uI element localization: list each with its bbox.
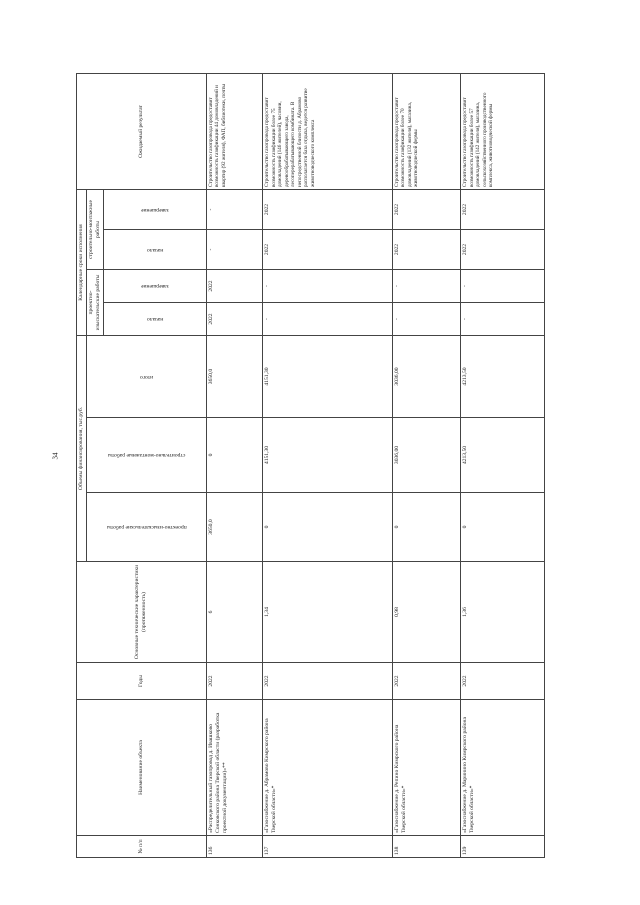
cell-years: 2022: [461, 663, 545, 700]
cell-years: 2022: [392, 663, 460, 700]
page-number: 34: [51, 452, 60, 460]
cell-construction-cost: 0: [206, 418, 262, 493]
header-construction-schedule: строительно-монтажные работы: [86, 190, 103, 270]
cell-construction-start: 2022: [461, 230, 545, 270]
header-construction-start: начало: [103, 230, 206, 270]
cell-construction-start: -: [206, 230, 262, 270]
cell-expected-result: Строительство газопровода предоставит возможность газификации более 57 домовладений (142 жителя), магазина, сельскохозяйственного производственного комплекса, животноводческой фермы: [461, 74, 545, 190]
cell-design-start: -: [263, 303, 393, 336]
table-row: [206, 74, 262, 858]
cell-expected-result: Строительство газопровода предоставит возможность газификации более 75 домовладений (146 жителей), часовни, деревообрабатывающего завода, лесоперерабатывающего комбината. В непосредственной близости д. Абрамово располагается база отдыха, ведется развитие животноводческого комплекса: [263, 74, 393, 190]
cell-total-cost: 3036,00: [392, 336, 460, 418]
cell-length: 1,34: [263, 562, 393, 663]
header-years: Годы: [77, 663, 207, 700]
rotated-table-wrapper: [76, 74, 545, 858]
cell-number: 139: [461, 836, 545, 858]
cell-design-cost: 0: [263, 493, 393, 562]
header-design-works: проектно-изыскательские работы: [86, 493, 206, 562]
cell-construction-cost: 4213,50: [461, 418, 545, 493]
header-construction-works: строительно-монтажные работы: [86, 418, 206, 493]
header-financing: Объемы финансирования, тыс.руб.: [77, 336, 87, 562]
cell-construction-end: -: [206, 190, 262, 230]
cell-construction-end: 2022: [392, 190, 460, 230]
cell-construction-end: 2022: [263, 190, 393, 230]
cell-design-cost: 3650,0: [206, 493, 262, 562]
header-number: № п/п: [77, 836, 207, 858]
header-design-schedule: проектно-изыскательские работы: [86, 270, 103, 336]
cell-design-end: -: [461, 270, 545, 303]
cell-construction-start: 2022: [263, 230, 393, 270]
header-technical-specs: Основные технические характеристики (протяженность): [77, 562, 207, 663]
header-object-name: Наименование объекта: [77, 700, 207, 836]
header-total: итого: [86, 336, 206, 418]
table-row: [461, 74, 545, 858]
cell-years: 2022: [206, 663, 262, 700]
cell-construction-cost: 4151,30: [263, 418, 393, 493]
cell-length: 1,36: [461, 562, 545, 663]
cell-expected-result: Строительство газопровода предоставит возможность газификации 44 домовладений и квартир (92 жителя), ФАП, библиотеки, почты: [206, 74, 262, 190]
cell-number: 136: [206, 836, 262, 858]
cell-number: 138: [392, 836, 460, 858]
table-row: [263, 74, 393, 858]
cell-design-start: -: [392, 303, 460, 336]
cell-expected-result: Строительство газопровода предоставит возможность газификации более 70 домовладений (132 жителя), магазина, животноводческой фермы: [392, 74, 460, 190]
cell-object-name: «Распределительный газопровод д. Ивашково Сонковского района Тверской области (разработка проектной документации)»**: [206, 700, 262, 836]
cell-design-cost: 0: [461, 493, 545, 562]
cell-construction-start: 2022: [392, 230, 460, 270]
cell-total-cost: 4213,50: [461, 336, 545, 418]
header-schedule: Календарные сроки исполнения: [77, 190, 87, 336]
cell-total-cost: 4151,30: [263, 336, 393, 418]
cell-design-end: -: [263, 270, 393, 303]
cell-length: 0,98: [392, 562, 460, 663]
cell-design-end: -: [392, 270, 460, 303]
cell-design-start: -: [461, 303, 545, 336]
cell-number: 137: [263, 836, 393, 858]
cell-construction-end: 2022: [461, 190, 545, 230]
header-design-end: завершение: [103, 270, 206, 303]
header-expected-result: Ожидаемый результат: [77, 74, 207, 190]
table-row: [392, 74, 460, 858]
cell-length: 6: [206, 562, 262, 663]
header-construction-end: завершение: [103, 190, 206, 230]
cell-design-cost: 0: [392, 493, 460, 562]
rotated-page-area: [76, 74, 545, 858]
cell-design-end: 2022: [206, 270, 262, 303]
header-design-start: начало: [103, 303, 206, 336]
cell-object-name: «Газоснабжение д. Абрамово Кимрского района Тверской области»*: [263, 700, 393, 836]
cell-construction-cost: 3036,00: [392, 418, 460, 493]
cell-years: 2022: [263, 663, 393, 700]
gasification-objects-table: [76, 73, 545, 858]
cell-total-cost: 3650,0: [206, 336, 262, 418]
cell-object-name: «Газоснабжение д. Маринино Кимрского района Тверской области»*: [461, 700, 545, 836]
cell-design-start: 2022: [206, 303, 262, 336]
cell-object-name: «Газоснабжение д. Репино Кимрского района Тверской области»*: [392, 700, 460, 836]
